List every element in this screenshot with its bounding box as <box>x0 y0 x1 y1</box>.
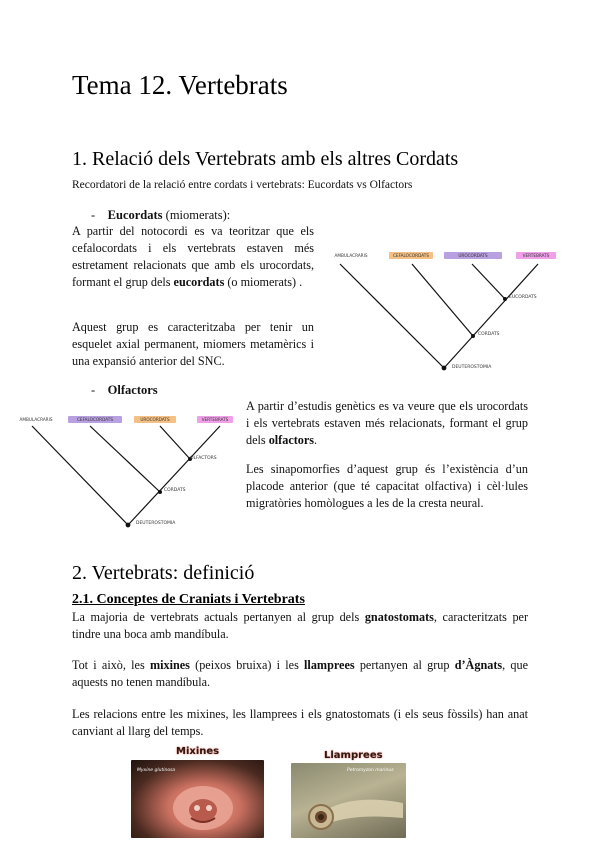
tree2-node-1: CORDATS <box>164 488 186 493</box>
tree2-tag-0: AMBULACRARIS <box>19 417 53 422</box>
eucordats-alias: (miomerats): <box>162 208 231 222</box>
tree1-tag-1: CEFALOCORDATS <box>389 252 433 259</box>
olfactors-bullet <box>91 383 158 398</box>
llamprees-photo <box>291 763 406 838</box>
tree1-node-0: EUCORDATS <box>509 295 537 300</box>
tree2-tag-3: VERTEBRATS <box>197 416 233 423</box>
tree2-node-2: DEUTEROSTOMIA <box>136 521 176 526</box>
tree2-node-0: OLFACTORS <box>190 456 217 461</box>
mixines-photo <box>131 760 264 838</box>
tree1-branches <box>320 258 570 373</box>
section2-subheading: 2.1. Conceptes de Craniats i Vertebrats <box>72 592 305 607</box>
eucordats-bullet <box>91 208 230 223</box>
tree1-node-2: DEUTEROSTOMIA <box>452 365 492 370</box>
tree2-tag-2: UROCORDATS <box>134 416 176 423</box>
olfactors-label: Olfactors <box>107 383 158 397</box>
mixines-title: Mixines <box>176 746 220 757</box>
tree1-tag-3: VERTEBRATS <box>516 252 556 259</box>
llamprees-title: Llamprees <box>324 750 383 761</box>
eucordats-paragraph-1: A partir del notocordi es va teoritzar que els cefalocordats i els vertebrats estaven més estretament relacionats que amb els urocordats, formant el grup dels eucordats (o miomerats) . <box>72 224 314 289</box>
lamprey-illustration <box>291 763 406 838</box>
section2-paragraph-1: La majoria de vertebrats actuals pertanyen al grup dels gnatostomats, caracteritzats per tindre una boca amb mandíbula. <box>72 610 528 641</box>
bullet-dash: - <box>91 383 96 397</box>
olfactors-paragraph-1: A partir d’estudis genètics es va veure que els urocordats i els vertebrats estaven més relacionats, formant el grup dels olfactors. <box>246 399 528 447</box>
page-title: Tema 12. Vertebrats <box>72 70 288 100</box>
section2-paragraph-3: Les relacions entre les mixines, les llamprees i els gnatostomats (i els seus fòssils) han anat canviant al llarg del temps. <box>72 707 528 738</box>
llamprees-caption: Petromyzon marinus <box>347 768 394 773</box>
tree1-tag-2: UROCORDATS <box>444 252 502 259</box>
tree2-branches <box>10 422 250 530</box>
section1-intro: Recordatori de la relació entre cordats i vertebrats: Eucordats vs Olfactors <box>72 179 413 191</box>
section2-paragraph-2: Tot i això, les mixines (peixos bruixa) i les llamprees pertanyen al grup d’Àgnats, que aquests no tenen mandíbula. <box>72 658 528 689</box>
section1-heading: 1. Relació dels Vertebrats amb els altres Cordats <box>72 148 459 170</box>
tree1-node-1: CORDATS <box>478 332 500 337</box>
olfactors-paragraph-2: Les sinapomorfies d’aquest grup és l’existència d’un placode anterior (que té capacitat olfactiva) i cèl·lules migratòries homòlogues a les de la cresta neural. <box>246 462 528 510</box>
section2-heading: 2. Vertebrats: definició <box>72 562 255 584</box>
eucordats-label: Eucordats <box>107 208 163 222</box>
tree1-tag-0: AMBULACRARIS <box>334 253 368 258</box>
bullet-dash: - <box>91 208 96 222</box>
eucordats-paragraph-2: Aquest grup es caracteritzaba per tenir un esquelet axial permanent, miomers metamèrics i una expansió anterior del SNC. <box>72 320 314 368</box>
tree2-tag-1: CEFALOCORDATS <box>68 416 122 423</box>
mixines-caption: Myxine glutinosa <box>137 768 176 773</box>
